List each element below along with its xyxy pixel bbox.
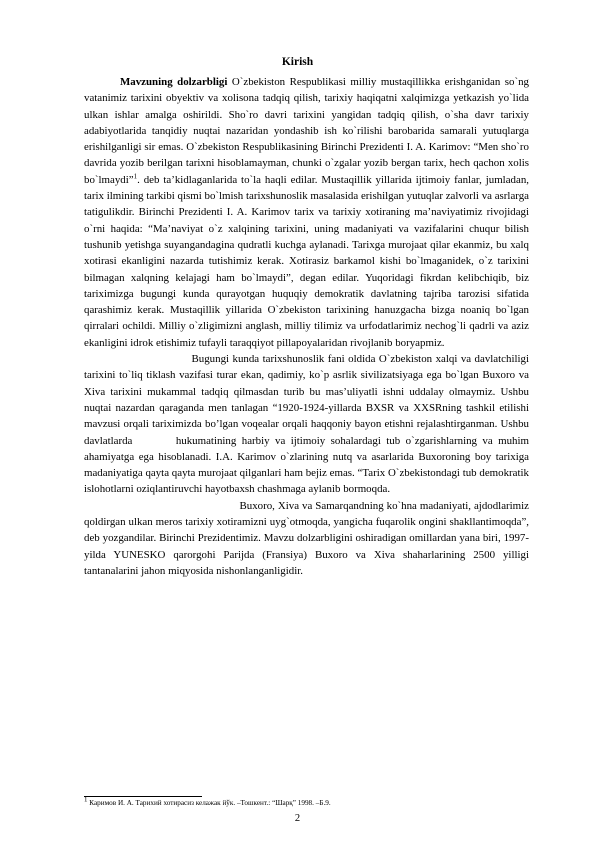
paragraph-2 — [84, 351, 532, 498]
page-number: 2 — [294, 813, 301, 824]
footnote-mark: 1 — [84, 795, 88, 804]
paragraph-3 — [84, 498, 532, 579]
paragraph-1-continuation: . deb ta’kidlaganlarida to`la haqli edilar. Mustaqillik yillarida ijtimoiy fanlar, jumladan, tarix ilmining tarkibi qismi bo`lmish tarixshunoslik masalasida erishilgan yutuqlar zalvorli va asrlarga tatigulikdir. Birinchi Prezidenti I. A. Karimov tarix va tarixiy xotiraning ma’naviyatimiz rivojidagi o`rni haqida: “Ma’naviyat o`z xalqining tarixini, uning madaniyati va vazifalarini chuqur bilish tushunib yetishga suyangandagina qudratli kuchga aylanadi. Tarixga murojaat qilar ekanmiz, bu xalq xotirasi ekanligini nazarda tutishimiz kerak. Xotirasiz barkamol kishi bo`lmaganidek, o`z tarixini bilmagan xalqning kelajagi ham bo`lmaydi”, degan edilar. Yuqoridagi fikrdan kelibchiqib, biz tariximizga bugungi kunda qurayotgan huquqiy demokratik davlatning tajriba tarozisi sifatida qarashimiz kerak. Mustaqillik yillarida O`zbekiston tarixining hanuzgacha bizga noaniq bo`lgan qirralari ochildi. Milliy o`zligimizni anglash, milliy tilimiz va urfodatlarimiz nechog`li qadrli va aziz ekanligini idrok etishimiz tufayli taraqqiyot pillapoyalaridan rivojlanib boryapmiz. — [84, 173, 529, 349]
footnote — [84, 795, 529, 808]
document-body — [84, 74, 532, 579]
relevance-heading: Mavzuning dolzarbligi — [120, 76, 228, 88]
footnote-text: Каримов И. А. Тарихий хотирасиз келажак йўк. –Тошкент.: “Шарқ” 1998. –Б.9. — [87, 799, 331, 807]
paragraph-2-text: Bugungi kunda tarixshunoslik fani oldida O`zbekiston xalqi va davlatchiligi tarixini to`liq tiklash vazifasi turar ekan, qadimiy, ko`p asrlik sivilizatsiyaga ega bo`lgan Buxoro va Xiva tarixini mukammal tadqiq qilmasdan turib bu mas’uliyatli ishni uddalay olmaymiz. Ushbu nuqtai nazardan qaraganda men tanlagan “1920-1924-yillarda BXSR va XXSRning tashkil etilishi mavzusi orqali tariximizda bo’lgan voqealar orqali haqqoniy bayon etishni rejalashtirganman. Ushbu davlatlarda hukumatining harbiy va ijtimoiy sohalardagi tub o`zgarishlarning va muhim ahamiyatga ega hisoblanadi. I.A. Karimov o`zlarining nutq va asarlarida Buxoroning boy tarixiga madaniyatiga qayta qayta murojaat qilganlari ham bejiz emas. “Tarix O`zbekistondagi tub demokratik islohotlarni oziqlantiruvchi hayotbaxsh chashmaga aylanib bormoqda. — [84, 353, 532, 496]
footnote-separator — [84, 796, 202, 797]
page-title: Kirish — [281, 56, 314, 68]
footnote-reference[interactable]: 1 — [133, 172, 138, 181]
paragraph-1 — [84, 74, 529, 351]
paragraph-3-text: Buxoro, Xiva va Samarqandning ko`hna madaniyati, ajdodlarimiz qoldirgan ulkan meros tarixiy xotiramizni uyg`otmoqda, yangicha fuqarolik ongini shakllantimoqda”, deb yozgandilar. Birinchi Prezidentimiz. Mavzu dolzarbligini oshiradigan omillardan yana biri, 1997-yilda YUNESKO qarorgohi Parijda (Fransiya) Buxoro va Xiva shaharlarining 2500 yilligi tantanalarini jahon miqyosida nishonlanganligidir. — [84, 499, 532, 577]
paragraph-1-text: O`zbekiston Respublikasi milliy mustaqillikka erishganidan so`ng vatanimiz tarixini obyektiv va xolisona tadqiq qilish, tarixiy haqiqatni xalqimizga yetkazish yo`lida ulkan ishlar amalga oshirildi. Sho`ro davri tarixini yangidan tadqiq qilish, o`sha davr tarixiy adabiyotlarida tanqidiy nuqtai nazaridan yondashib ish ko`rilishi barobarida samarali yutuqlarga erishilganligi sir emas. O`zbekiston Respublikasining Birinchi Prezidenti I. A. Karimov: “Men sho`ro davrida yozib berilgan tarixni hisoblamayman, chunki o`zgalar yozib bergan tarix, hech qachon xolis bo`lmaydi” — [84, 76, 530, 186]
